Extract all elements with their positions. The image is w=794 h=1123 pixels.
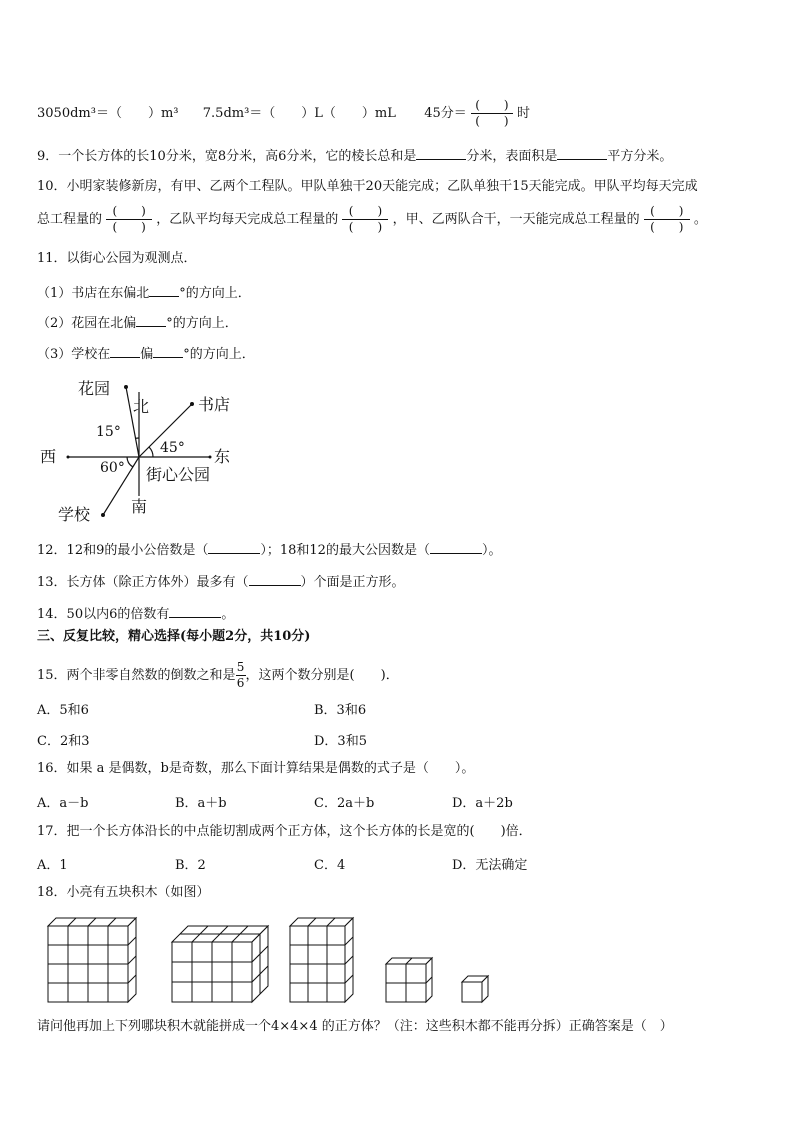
block-2 <box>172 926 268 1002</box>
q13-line: 13．长方体（除正方体外）最多有（ ）个面是正方形。 <box>37 575 405 590</box>
school-point <box>101 513 105 517</box>
q17-option-c[interactable]: C．4 <box>314 858 346 873</box>
west-point <box>67 456 70 459</box>
q11-blank-3b[interactable] <box>153 345 183 358</box>
q14-line: 14．50以内6的倍数有 。 <box>37 607 235 622</box>
q8-part-a: 3050dm³＝（ ）m³ <box>37 106 179 121</box>
q11-blank-1[interactable] <box>149 284 179 297</box>
q17-option-b[interactable]: B．2 <box>175 858 206 873</box>
q16-line: 16．如果 a 是偶数，b是奇数，那么下面计算结果是偶数的式子是（ ）。 <box>37 761 475 776</box>
q13-blank[interactable] <box>249 573 301 586</box>
q9-blank-2[interactable] <box>557 147 607 160</box>
q8-part-c-pre: 45分＝ <box>424 106 467 121</box>
label-north: 北 <box>133 397 150 416</box>
label-west: 西 <box>40 447 57 466</box>
block-4 <box>386 958 432 1002</box>
q15-option-b[interactable]: B．3和6 <box>314 703 367 718</box>
direction-diagram <box>38 372 248 528</box>
q15-fraction: $\frac{5}{6}$ <box>236 660 245 690</box>
q10-fraction-1[interactable]: $\frac{( )}{( )}$ <box>106 205 152 234</box>
q17-option-a[interactable]: A．1 <box>37 858 68 873</box>
label-school: 学校 <box>58 505 91 524</box>
q16-option-b[interactable]: B．a＋b <box>175 796 227 811</box>
blocks-figure <box>40 912 500 1008</box>
q15-option-a[interactable]: A．5和6 <box>37 703 89 718</box>
q10-line-1: 10．小明家装修新房，有甲、乙两个工程队。甲队单独干20天能完成；乙队单独干15天能完成。甲队平均每天完成 <box>37 179 698 194</box>
q15-option-c[interactable]: C．2和3 <box>37 734 90 749</box>
q11-blank-3a[interactable] <box>110 345 140 358</box>
q15-option-d[interactable]: D．3和5 <box>314 734 367 749</box>
q10-fraction-3[interactable]: $\frac{( )}{( )}$ <box>644 205 690 234</box>
q17-line: 17．把一个长方体沿长的中点能切割成两个正方体，这个长方体的长是宽的( )倍． <box>37 824 532 839</box>
q12-blank-1[interactable] <box>208 541 260 554</box>
q8-fraction: $\frac{( )}{( )}$ <box>471 99 513 128</box>
q9-line: 9．一个长方体的长10分米，宽8分米，高6分米，它的棱长总和是 分米，表面积是 平方分米。 <box>37 149 673 164</box>
label-angle-15: 15° <box>96 424 121 440</box>
q11-blank-2[interactable] <box>136 314 166 327</box>
label-garden: 花园 <box>78 379 111 398</box>
q11-sub-3: （3）学校在 偏 °的方向上． <box>37 347 255 362</box>
q16-option-c[interactable]: C．2a＋b <box>314 796 375 811</box>
q8-part-b: 7.5dm³＝（ ）L（ ）mL <box>202 106 396 121</box>
bookstore-point <box>190 402 194 406</box>
label-bookstore: 书店 <box>198 395 231 414</box>
q18-question: 请问他再加上下列哪块积木就能拼成一个4×4×4 的正方体？（注：这些积木都不能再分拆）正确答案是（ ） <box>37 1019 673 1034</box>
label-angle-45: 45° <box>160 440 185 456</box>
q12-line: 12．12和9的最小公倍数是（ ）；18和12的最大公因数是（ ）。 <box>37 543 502 558</box>
label-south: 南 <box>131 497 148 516</box>
label-angle-60: 60° <box>100 460 125 476</box>
angle-arc-45 <box>149 447 153 457</box>
angle-arc-60 <box>127 457 133 467</box>
q8-part-c-post: 时 <box>517 106 531 121</box>
q14-blank[interactable] <box>169 605 221 618</box>
q8-line <box>37 99 530 128</box>
block-3 <box>290 918 353 1002</box>
q17-option-d[interactable]: D．无法确定 <box>452 858 528 873</box>
q9-blank-1[interactable] <box>416 147 466 160</box>
q18-title: 18．小亮有五块积木（如图） <box>37 885 210 900</box>
label-east: 东 <box>214 447 231 466</box>
q10-line-2: 总工程量的 $\frac{( )}{( )}$ ，乙队平均每天完成总工程量的 $\frac{( )}{( )}$ ，甲、乙两队合干，一天能完成总工程量的 $\frac{( )}{( )}$ 。 <box>37 204 707 234</box>
q11-sub-2: （2）花园在北偏 °的方向上． <box>37 316 238 331</box>
label-park: 街心公园 <box>146 465 211 484</box>
q10-fraction-2[interactable]: $\frac{( )}{( )}$ <box>342 205 388 234</box>
section-3-heading: 三、反复比较，精心选择(每小题2分，共10分) <box>37 629 311 644</box>
q12-blank-2[interactable] <box>430 541 482 554</box>
block-5 <box>462 976 488 1002</box>
q16-option-a[interactable]: A．a－b <box>37 796 89 811</box>
block-1 <box>48 918 136 1002</box>
q15-line: 15．两个非零自然数的倒数之和是 $\frac{5}{6}$ ，这两个数分别是( )． <box>37 660 399 690</box>
east-point <box>209 456 212 459</box>
garden-point <box>124 385 128 389</box>
q11-title: 11．以街心公园为观测点． <box>37 251 197 266</box>
q16-option-d[interactable]: D．a＋2b <box>452 796 513 811</box>
q11-sub-1: （1）书店在东偏北 °的方向上． <box>37 286 251 301</box>
